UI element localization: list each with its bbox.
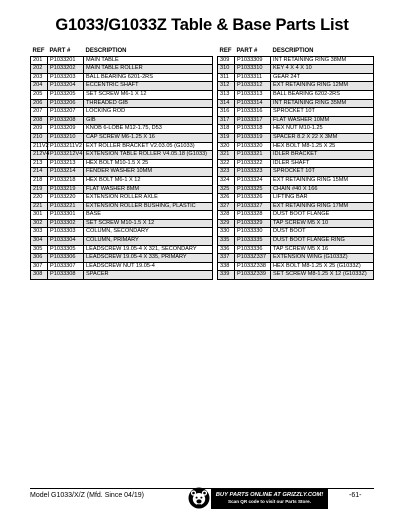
table-row	[31, 151, 213, 160]
table-row	[31, 168, 213, 177]
ref-cell: 308	[31, 271, 48, 280]
part-number-cell: P1033319	[235, 133, 271, 142]
table-row	[31, 211, 213, 220]
ref-cell: 327	[218, 202, 235, 211]
part-number-cell: P1033310	[235, 65, 271, 74]
table-row	[31, 219, 213, 228]
table-row	[218, 245, 374, 254]
description-cell: HEX BOLT M8-1.25 X 25 (G1033Z)	[271, 262, 374, 271]
part-number-cell: P1033324	[235, 176, 271, 185]
table-row	[31, 194, 213, 203]
ref-cell: 218	[31, 176, 48, 185]
description-cell: EXTENSION TABLE ROLLER V4.05.18 (G1033)	[84, 151, 213, 160]
part-number-cell: P1033323	[235, 168, 271, 177]
part-number-cell: P1033Z337	[235, 254, 271, 263]
table-row	[218, 237, 374, 246]
description-cell: DUST BOOT FLANGE	[271, 211, 374, 220]
description-cell: GEAR 24T	[271, 73, 374, 82]
part-number-cell: P1033206	[48, 99, 84, 108]
description-cell: CAP SCREW M6-1.25 X 16	[84, 133, 213, 142]
ref-cell: 307	[31, 262, 48, 271]
description-cell: BALL BEARING 6201-2RS	[84, 73, 213, 82]
description-cell: LOCKING ROD	[84, 108, 213, 117]
part-number-cell: P1033219	[48, 185, 84, 194]
description-cell: INT RETAINING RING 35MM	[271, 99, 374, 108]
description-cell: COLUMN, PRIMARY	[84, 237, 213, 246]
table-row	[31, 82, 213, 91]
part-number-cell: P1033205	[48, 90, 84, 99]
part-number-cell: P1033321	[235, 151, 271, 160]
description-cell: EXT RETAINING RING 12MM	[271, 82, 374, 91]
part-number-cell: P1033327	[235, 202, 271, 211]
ref-cell: 219	[31, 185, 48, 194]
table-header-row	[218, 48, 374, 56]
description-cell: HEX BOLT M8-1.25 X 25	[271, 142, 374, 151]
table-header-row	[31, 48, 213, 56]
table-row	[218, 202, 374, 211]
table-row	[218, 151, 374, 160]
table-row	[218, 108, 374, 117]
description-cell: EXTENSION ROLLER BUSHING, PLASTIC	[84, 202, 213, 211]
part-number-cell: P1033Z338	[235, 262, 271, 271]
description-cell: COLUMN, SECONDARY	[84, 228, 213, 237]
description-cell: TAP SCREW M5 X 16	[271, 245, 374, 254]
table-row	[218, 65, 374, 74]
part-number-cell: P1033307	[48, 262, 84, 271]
table-row	[31, 108, 213, 117]
table-row	[218, 73, 374, 82]
description-cell: LEADSCREW NUT 19.05-4	[84, 262, 213, 271]
table-row	[31, 133, 213, 142]
ref-cell: 210	[31, 133, 48, 142]
description-cell: INT RETAINING RING 38MM	[271, 56, 374, 65]
ref-cell: 202	[31, 65, 48, 74]
table-row	[218, 133, 374, 142]
part-number-cell: P1033202	[48, 65, 84, 74]
description-cell: FENDER WASHER 10MM	[84, 168, 213, 177]
part-number-cell: P1033329	[235, 219, 271, 228]
ref-cell: 337	[218, 254, 235, 263]
description-cell: HEX NUT M10-1.25	[271, 125, 374, 134]
ref-cell: 221	[31, 202, 48, 211]
description-cell: SET SCREW M10-1.5 X 12	[84, 219, 213, 228]
table-row	[218, 262, 374, 271]
description-cell: DUST BOOT	[271, 228, 374, 237]
part-number-cell: P1033221	[48, 202, 84, 211]
part-number-cell: P1033313	[235, 90, 271, 99]
ref-cell: 309	[218, 56, 235, 65]
table-row	[218, 211, 374, 220]
part-number-cell: P1033301	[48, 211, 84, 220]
part-number-cell: P1033306	[48, 254, 84, 263]
description-cell: SET SCREW M8-1.25 X 12 (G1033Z)	[271, 271, 374, 280]
part-number-cell: P1033220	[48, 194, 84, 203]
ref-cell: 302	[31, 219, 48, 228]
table-row	[218, 176, 374, 185]
description-cell: LIFTING BAR	[271, 194, 374, 203]
part-number-cell: P1033303	[48, 228, 84, 237]
ref-cell: 207	[31, 108, 48, 117]
description-cell: IDLER BRACKET	[271, 151, 374, 160]
table-row	[218, 82, 374, 91]
ref-cell: 335	[218, 237, 235, 246]
ref-cell: 324	[218, 176, 235, 185]
description-cell: CHAIN #40 X 166	[271, 185, 374, 194]
ref-cell: 208	[31, 116, 48, 125]
banner-headline: BUY PARTS ONLINE AT GRIZZLY.COM!	[215, 492, 324, 498]
table-row	[31, 254, 213, 263]
description-cell: EXTENSION ROLLER AXLE	[84, 194, 213, 203]
description-cell: MAIN TABLE ROLLER	[84, 65, 213, 74]
ref-cell: 336	[218, 245, 235, 254]
ref-cell: 330	[218, 228, 235, 237]
table-row	[218, 271, 374, 280]
description-cell: SPACER 8.2 X 22 X 3MM	[271, 133, 374, 142]
ref-cell: 322	[218, 159, 235, 168]
table-row	[218, 56, 374, 65]
part-number-cell: P1033210	[48, 133, 84, 142]
ref-cell: 321	[218, 151, 235, 160]
table-row	[218, 142, 374, 151]
ref-cell: 339	[218, 271, 235, 280]
table-row	[31, 262, 213, 271]
ref-cell: 323	[218, 168, 235, 177]
description-cell: FLAT WASHER 10MM	[271, 116, 374, 125]
ref-cell: 212V4	[31, 151, 48, 160]
table-row	[31, 228, 213, 237]
table-row	[31, 90, 213, 99]
ref-cell: 316	[218, 108, 235, 117]
part-number-cell: P1033316	[235, 108, 271, 117]
table-row	[31, 116, 213, 125]
description-header: DESCRIPTION	[272, 48, 314, 54]
description-cell: EXT RETAINING RING 17MM	[271, 202, 374, 211]
table-row	[218, 99, 374, 108]
ref-cell: 312	[218, 82, 235, 91]
part-number-cell: P1033208	[48, 116, 84, 125]
description-cell: BALL BEARING 6202-2RS	[271, 90, 374, 99]
part-number-cell: P1033204	[48, 82, 84, 91]
description-cell: EXTENSION WING (G1033Z)	[271, 254, 374, 263]
table-row	[218, 185, 374, 194]
table-row	[31, 159, 213, 168]
table-row	[31, 237, 213, 246]
part-number-cell: P1033218	[48, 176, 84, 185]
part-number-cell: P1033336	[235, 245, 271, 254]
ref-cell: 317	[218, 116, 235, 125]
description-cell: DUST BOOT FLANGE RING	[271, 237, 374, 246]
table-row	[218, 90, 374, 99]
description-cell: LEADSCREW 19.05-4 X 321, SECONDARY	[84, 245, 213, 254]
description-cell: KNOB 6-LOBE M12-1.75, D53	[84, 125, 213, 134]
table-row	[218, 168, 374, 177]
ref-cell: 338	[218, 262, 235, 271]
parts-table-right	[217, 48, 374, 280]
ref-cell: 320	[218, 142, 235, 151]
ref-cell: 204	[31, 82, 48, 91]
part-number-cell: P1033308	[48, 271, 84, 280]
ref-header: REF	[219, 48, 232, 54]
part-number-cell: P1033320	[235, 142, 271, 151]
part-number-header: PART #	[236, 48, 258, 54]
ref-header: REF	[32, 48, 45, 54]
footer-model-text: Model G1033/X/Z (Mfd. Since 04/19)	[30, 492, 144, 499]
table-row	[31, 142, 213, 151]
part-number-cell: P1033302	[48, 219, 84, 228]
part-number-cell: P1033328	[235, 211, 271, 220]
grizzly-bear-logo-icon	[188, 487, 210, 509]
ref-cell: 319	[218, 133, 235, 142]
part-number-cell: P1033305	[48, 245, 84, 254]
table-row	[218, 194, 374, 203]
part-number-cell: P1033325	[235, 185, 271, 194]
ref-cell: 303	[31, 228, 48, 237]
part-number-cell: P1033214	[48, 168, 84, 177]
part-number-cell: P1033335	[235, 237, 271, 246]
ref-cell: 314	[218, 99, 235, 108]
table-row	[218, 159, 374, 168]
parts-store-banner[interactable]	[211, 489, 328, 509]
description-cell: MAIN TABLE	[84, 56, 213, 65]
table-row	[218, 219, 374, 228]
description-cell: EXT ROLLER BRACKET V2.03.05 (G1033)	[84, 142, 213, 151]
page-title: G1033/G1033Z Table & Base Parts List	[55, 16, 349, 34]
description-cell: SPROCKET 10T	[271, 108, 374, 117]
table-row	[31, 245, 213, 254]
part-number-cell: P1033212V4	[48, 151, 84, 160]
table-row	[31, 125, 213, 134]
description-cell: ECCENTRIC SHAFT	[84, 82, 213, 91]
ref-cell: 306	[31, 254, 48, 263]
ref-cell: 313	[218, 90, 235, 99]
ref-cell: 304	[31, 237, 48, 246]
part-number-cell: P1033213	[48, 159, 84, 168]
part-number-cell: P1033314	[235, 99, 271, 108]
ref-cell: 329	[218, 219, 235, 228]
table-row	[218, 125, 374, 134]
part-number-cell: P1033304	[48, 237, 84, 246]
description-cell: IDLER SHAFT	[271, 159, 374, 168]
table-row	[218, 254, 374, 263]
ref-cell: 205	[31, 90, 48, 99]
table-row	[218, 228, 374, 237]
ref-cell: 305	[31, 245, 48, 254]
part-number-cell: P1033322	[235, 159, 271, 168]
part-number-header: PART #	[49, 48, 71, 54]
ref-cell: 213	[31, 159, 48, 168]
description-cell: BASE	[84, 211, 213, 220]
description-cell: SPROCKET 10T	[271, 168, 374, 177]
ref-cell: 201	[31, 56, 48, 65]
ref-cell: 220	[31, 194, 48, 203]
description-cell: KEY 4 X 4 X 10	[271, 65, 374, 74]
ref-cell: 209	[31, 125, 48, 134]
ref-cell: 301	[31, 211, 48, 220]
description-cell: LEADSCREW 19.05-4 X 335, PRIMARY	[84, 254, 213, 263]
description-cell: HEX BOLT M6-1 X 12	[84, 176, 213, 185]
table-row	[31, 73, 213, 82]
part-number-cell: P1033318	[235, 125, 271, 134]
ref-cell: 328	[218, 211, 235, 220]
ref-cell: 211V2	[31, 142, 48, 151]
table-row	[31, 185, 213, 194]
ref-cell: 311	[218, 73, 235, 82]
description-cell: SET SCREW M6-1 X 12	[84, 90, 213, 99]
description-cell: FLAT WASHER 8MM	[84, 185, 213, 194]
ref-cell: 214	[31, 168, 48, 177]
banner-subtext: Scan QR code to visit our Parts Store.	[228, 499, 311, 504]
description-cell: TAP SCREW M5 X 10	[271, 219, 374, 228]
table-row	[31, 99, 213, 108]
description-cell: THREADED GIB	[84, 99, 213, 108]
ref-cell: 318	[218, 125, 235, 134]
table-row	[31, 56, 213, 65]
description-cell: GIB	[84, 116, 213, 125]
part-number-cell: P1033Z339	[235, 271, 271, 280]
ref-cell: 206	[31, 99, 48, 108]
part-number-cell: P1033201	[48, 56, 84, 65]
description-cell: EXT RETAINING RING 15MM	[271, 176, 374, 185]
part-number-cell: P1033312	[235, 82, 271, 91]
table-row	[31, 202, 213, 211]
table-row	[31, 176, 213, 185]
description-cell: SPACER	[84, 271, 213, 280]
parts-table-left	[30, 48, 213, 280]
ref-cell: 325	[218, 185, 235, 194]
page-number: -61-	[349, 492, 362, 499]
ref-cell: 326	[218, 194, 235, 203]
part-number-cell: P1033311	[235, 73, 271, 82]
table-row	[31, 271, 213, 280]
part-number-cell: P1033207	[48, 108, 84, 117]
table-row	[218, 116, 374, 125]
description-cell: HEX BOLT M10-1.5 X 25	[84, 159, 213, 168]
part-number-cell: P1033317	[235, 116, 271, 125]
table-row	[31, 65, 213, 74]
part-number-cell: P1033326	[235, 194, 271, 203]
part-number-cell: P1033330	[235, 228, 271, 237]
ref-cell: 310	[218, 65, 235, 74]
part-number-cell: P1033309	[235, 56, 271, 65]
part-number-cell: P1033209	[48, 125, 84, 134]
part-number-cell: P1033211V2	[48, 142, 84, 151]
part-number-cell: P1033203	[48, 73, 84, 82]
description-header: DESCRIPTION	[85, 48, 127, 54]
ref-cell: 203	[31, 73, 48, 82]
